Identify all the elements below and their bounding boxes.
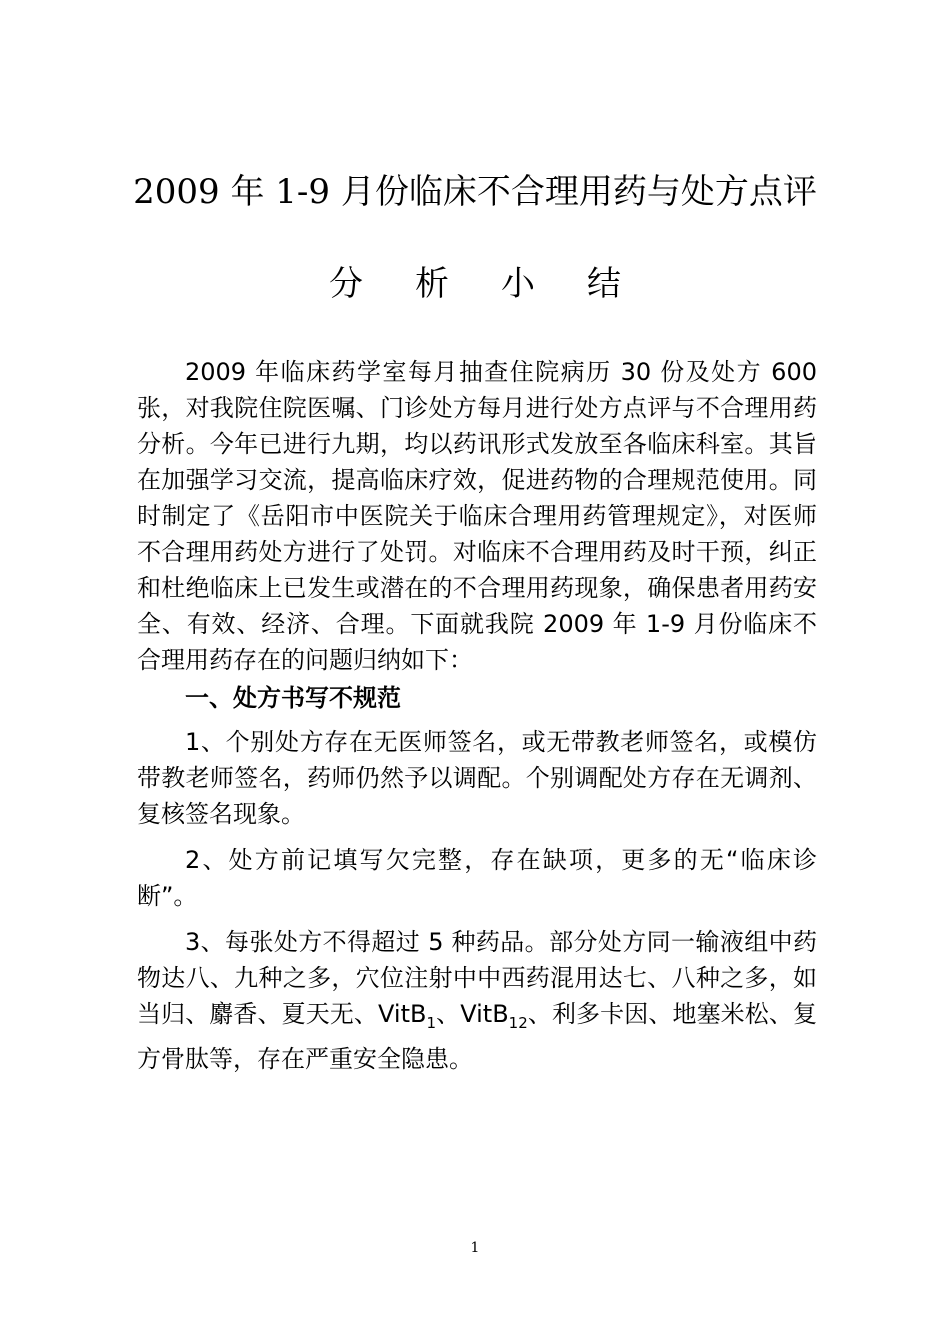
document-body <box>137 354 817 1077</box>
document-title-line2: 分析小结 <box>329 264 673 304</box>
list-item-3-text-b: 、VitB <box>436 1000 509 1028</box>
document-title-line1: 2009 年 1-9 月份临床不合理用药与处方点评 <box>133 172 817 212</box>
list-item-3-text-c: 、利多卡因、地塞米松、复方骨肽等，存在严重安全隐患。 <box>137 1000 817 1073</box>
subscript-12: 12 <box>508 1013 528 1032</box>
page-number: 1 <box>470 1240 480 1256</box>
list-item-3-text-a: 3、每张处方不得超过 5 种药品。部分处方同一输液组中药物达八、九种之多，穴位注射中中西药混用达七、八种之多，如当归、麝香、夏天无、VitB <box>137 928 817 1028</box>
list-item-3 <box>137 924 817 1077</box>
intro-paragraph: 2009 年临床药学室每月抽查住院病历 30 份及处方 600 张，对我院住院医嘱、门诊处方每月进行处方点评与不合理用药分析。今年已进行九期，均以药讯形式发放至各临床科室。其旨在加强学习交流，提高临床疗效，促进药物的合理规范使用。同时制定了《岳阳市中医院关于临床合理用药管理规定》，对医师不合理用药处方进行了处罚。对临床不合理用药及时干预，纠正和杜绝临床上已发生或潜在的不合理用药现象，确保患者用药安全、有效、经济、合理。下面就我院 2009 年 1-9 月份临床不合理用药存在的问题归纳如下： <box>137 358 817 674</box>
list-item-1: 1、个别处方存在无医师签名，或无带教老师签名，或模仿带教老师签名，药师仍然予以调配。个别调配处方存在无调剂、复核签名现象。 <box>137 728 817 828</box>
section-heading-1: 一、处方书写不规范 <box>185 684 401 712</box>
list-item-2: 2、处方前记填写欠完整，存在缺项，更多的无“临床诊断”。 <box>137 846 817 910</box>
subscript-1: 1 <box>426 1013 437 1032</box>
